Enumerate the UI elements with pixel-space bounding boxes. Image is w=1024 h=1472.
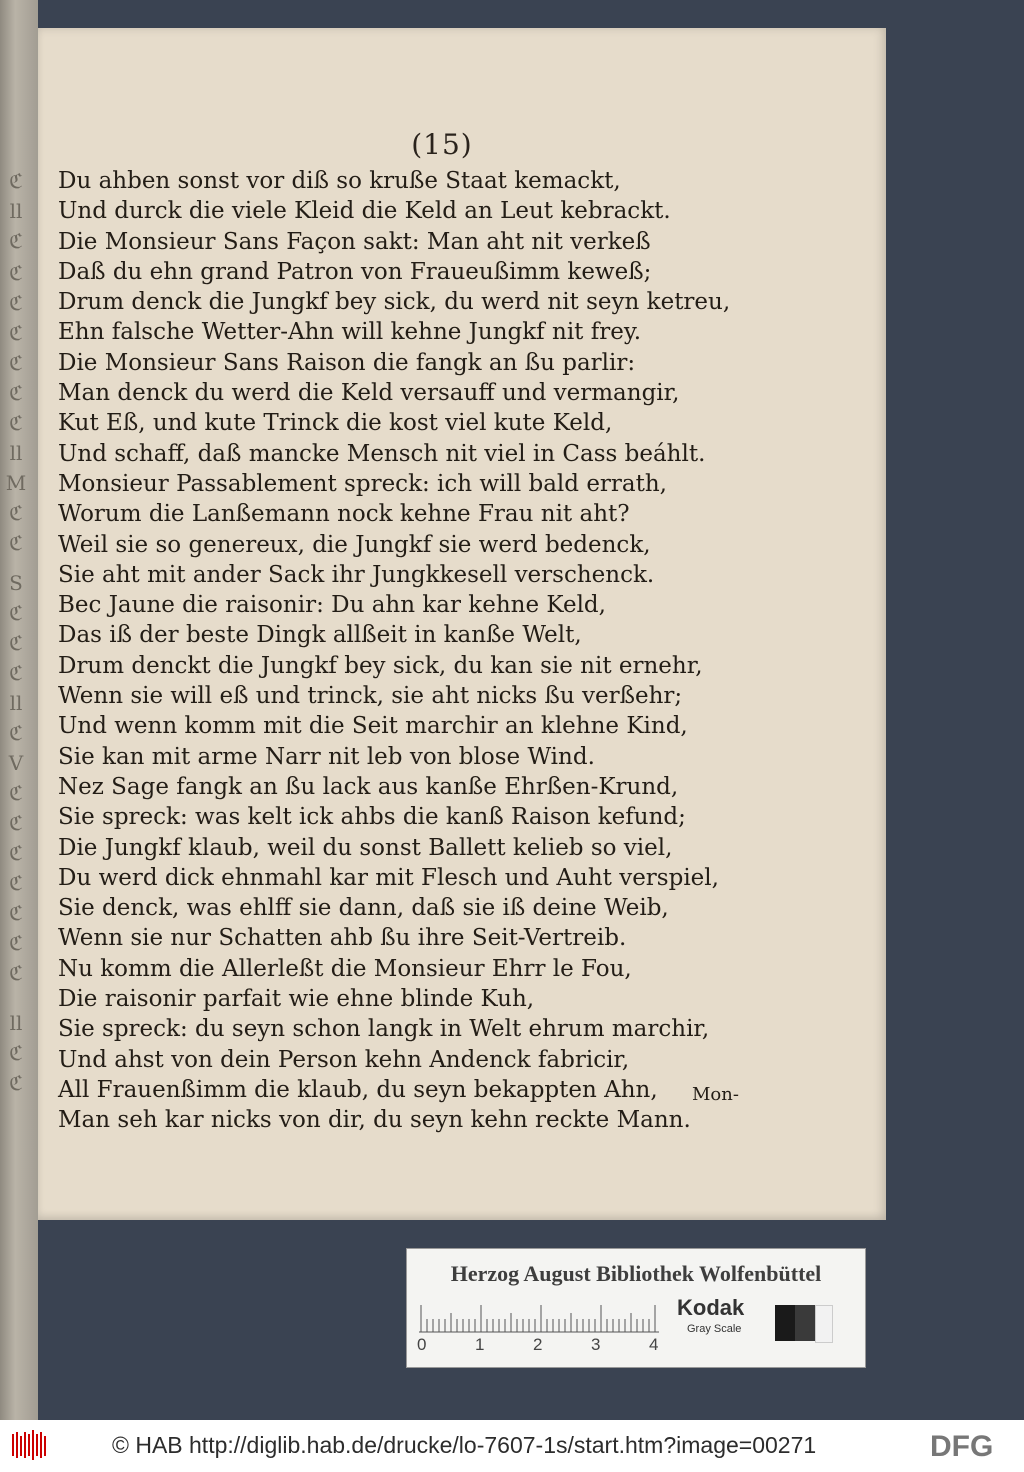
text-line: Die raisonir parfait wie ehne blinde Kuh, <box>58 986 535 1013</box>
text-line: Wenn sie will eß und trinck, sie aht nicks ßu verßehr; <box>58 683 683 710</box>
text-line: Sie spreck: du seyn schon langk in Welt ehrum marchir, <box>58 1016 710 1043</box>
text-line: Die Monsieur Sans Façon sakt: Man aht nit verkeß <box>58 228 651 255</box>
ruler-icon <box>419 1299 659 1333</box>
footer-bar <box>0 1420 1024 1472</box>
text-line: Nu komm die Allerleßt die Monsieur Ehrr le Fou, <box>58 955 632 982</box>
text-line: Und ahst von dein Person kehn Andenck fabricir, <box>58 1046 630 1073</box>
bleed-glyph: ℭ <box>8 871 24 895</box>
text-line: Worum die Lanßemann nock kehne Frau nit aht? <box>58 501 630 528</box>
page-number: (15) <box>411 128 473 161</box>
text-line: Ehn falsche Wetter-Ahn will kehne Jungkf nit frey. <box>58 319 642 346</box>
kodak-logo: Kodak <box>677 1295 745 1320</box>
bleed-glyph: ℭ <box>8 631 24 655</box>
bleed-glyph: ℭ <box>8 261 24 285</box>
bleed-glyph: ll <box>9 441 23 465</box>
ruler-number: 1 <box>475 1335 485 1354</box>
bleed-glyph: ℭ <box>8 321 24 345</box>
text-line: Wenn sie nur Schatten ahb ßu ihre Seit-Vertreib. <box>58 925 627 952</box>
gray-swatch-black <box>775 1305 795 1341</box>
bleed-glyph: ℭ <box>8 411 24 435</box>
bleed-glyph: ll <box>9 199 23 223</box>
bleed-glyph: ll <box>9 1011 23 1035</box>
bleed-glyph: ℭ <box>8 721 24 745</box>
text-line: Man seh kar nicks von dir, du seyn kehn reckte Mann. <box>58 1107 691 1134</box>
bleed-glyph: ℭ <box>8 1041 24 1065</box>
bleed-glyph: ℭ <box>8 781 24 805</box>
text-line: Daß du ehn grand Patron von Fraueußimm keweß; <box>58 258 652 285</box>
bleed-glyph: ℭ <box>8 841 24 865</box>
gray-scale-label: Gray Scale <box>687 1323 742 1335</box>
bleed-glyph: ℭ <box>8 169 24 193</box>
text-line: Die Jungkf klaub, weil du sonst Ballett kelieb so viel, <box>58 834 673 861</box>
bleed-glyph: S <box>9 571 23 595</box>
ruler-number: 2 <box>533 1335 543 1354</box>
text-line: Und schaff, daß mancke Mensch nit viel in Cass beáhlt. <box>58 440 706 467</box>
bleed-glyph: ℭ <box>8 961 24 985</box>
poem-text <box>58 166 858 1136</box>
gray-swatch-white <box>815 1305 833 1343</box>
ruler-number: 0 <box>417 1335 427 1354</box>
text-line: Sie aht mit ander Sack ihr Jungkkesell verschenck. <box>58 561 655 588</box>
text-line: Drum denckt die Jungkf bey sick, du kan sie nit ernehr, <box>58 652 703 679</box>
bleed-glyph: ℭ <box>8 291 24 315</box>
text-line: Weil sie so genereux, die Jungkf sie werd bedenck, <box>58 531 651 558</box>
bleed-glyph: ℭ <box>8 1071 24 1095</box>
text-line: Und wenn komm mit die Seit marchir an klehne Kind, <box>58 713 688 740</box>
bleed-glyph: ℭ <box>8 501 24 525</box>
book-page <box>38 28 886 1220</box>
catchword: Mon- <box>692 1084 739 1105</box>
text-line: Drum denck die Jungkf bey sick, du werd nit seyn ketreu, <box>58 289 731 316</box>
text-line: All Frauenßimm die klaub, du seyn bekappten Ahn, <box>58 1076 658 1103</box>
text-line: Nez Sage fangk an ßu lack aus kanße Ehrßen-Krund, <box>58 773 679 800</box>
bleed-glyph: V <box>8 751 24 775</box>
library-color-card <box>406 1248 866 1368</box>
text-line: Das iß der beste Dingk allßeit in kanße Welt, <box>58 622 582 649</box>
text-line: Kut Eß, und kute Trinck die kost viel kute Keld, <box>58 410 613 437</box>
gutter-marks <box>0 0 40 1420</box>
text-line: Du ahben sonst vor diß so kruße Staat kemackt, <box>58 168 621 194</box>
bleed-glyph: ll <box>9 691 23 715</box>
bleed-glyph: ℭ <box>8 381 24 405</box>
bleed-glyph: ℭ <box>8 601 24 625</box>
bleed-glyph: ℭ <box>8 811 24 835</box>
text-line: Bec Jaune die raisonir: Du ahn kar kehne Keld, <box>58 592 606 619</box>
ruler-number: 3 <box>591 1335 601 1354</box>
gray-swatch-dark <box>795 1305 815 1341</box>
dfg-logo: DFG <box>930 1430 994 1463</box>
bleed-glyph: ℭ <box>8 351 24 375</box>
text-line: Sie spreck: was kelt ick ahbs die kanß Raison kefund; <box>58 804 686 831</box>
source-credit: © HAB http://diglib.hab.de/drucke/lo-7607-1s/start.htm?image=00271 <box>112 1432 817 1458</box>
text-line: Sie denck, was ehlff sie dann, daß sie iß deine Weib, <box>58 895 669 922</box>
text-line: Man denck du werd die Keld versauff und vermangir, <box>58 380 680 407</box>
hab-barcode-icon <box>12 1430 48 1460</box>
text-line: Du werd dick ehnmahl kar mit Flesch und Auht verspiel, <box>58 864 719 891</box>
text-line: Und durck die viele Kleid die Keld an Leut kebrackt. <box>58 198 671 225</box>
ruler-number: 4 <box>649 1335 659 1354</box>
bleed-glyph: ℭ <box>8 229 24 253</box>
text-line: Sie kan mit arme Narr nit leb von blose Wind. <box>58 743 595 770</box>
text-line: Die Monsieur Sans Raison die fangk an ßu parlir: <box>58 349 636 376</box>
library-name: Herzog August Bibliothek Wolfenbüttel <box>450 1261 822 1286</box>
bleed-glyph: ℭ <box>8 661 24 685</box>
bleed-glyph: M <box>5 471 27 495</box>
bleed-glyph: ℭ <box>8 901 24 925</box>
text-line: Monsieur Passablement spreck: ich will bald errath, <box>58 470 667 497</box>
bleed-glyph: ℭ <box>8 531 24 555</box>
bleed-glyph: ℭ <box>8 931 24 955</box>
